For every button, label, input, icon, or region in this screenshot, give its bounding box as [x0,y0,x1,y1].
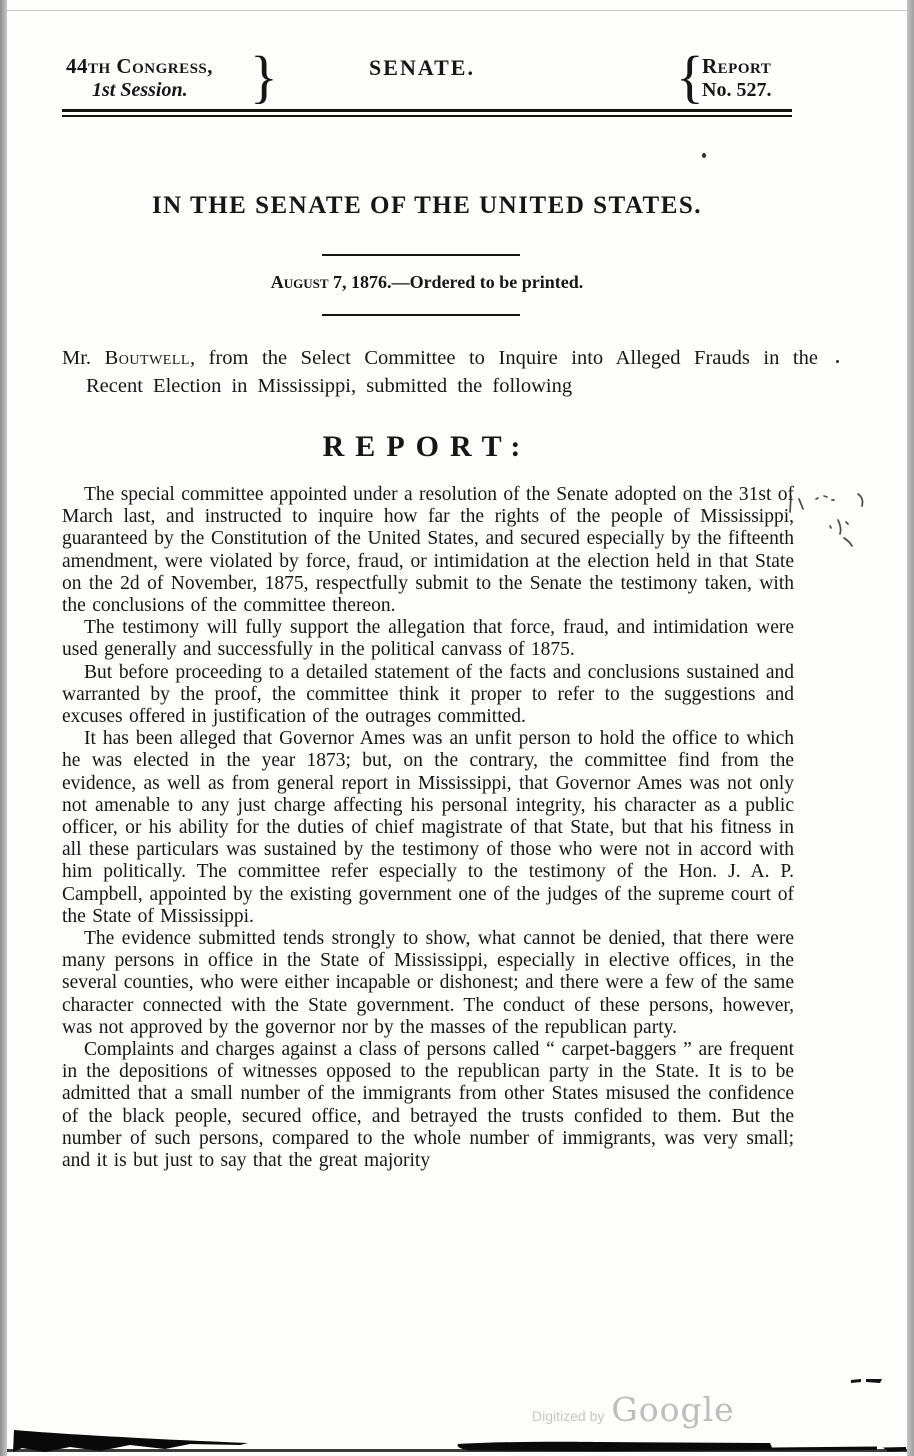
body-paragraph: The evidence submitted tends strongly to show, what cannot be denied, that there were many persons in office in the State of Mississippi, especially in elective offices, in the several counties, who were either incapable or dishonest; and there were a few of the same character connected with the State government. The conduct of these persons, however, was not approved by the governor nor by the masses of the republican party. [62,928,794,1038]
submission-line [62,344,818,400]
masthead-report-number [702,54,771,102]
submission-prefix: Mr. [62,347,105,369]
ink-speck [702,153,706,158]
ink-speck [836,360,839,363]
handwritten-marginalia [786,486,886,558]
body-paragraph: It has been alleged that Governor Ames was an unfit person to hold the office to which he was elected in the year 1873; but, on the contrary, the committee find from the evidence, as well as from general report in Mississippi, that Governor Ames was not only not amenable to any just charge affecting his personal integrity, his character as a public officer, or his ability for the duties of chief magistrate of that State, but that his fitness in all these particulars was sustained by the testimony of those who were not in accord with him politically. The committee refer especially to the testimony of the Hon. J. A. P. Campbell, appointed by the existing government one of the judges of the supreme court of the State of Mississippi. [62,728,794,927]
report-body [62,484,794,1172]
ink-blot-artifacts [0,1424,914,1456]
scan-edge-left [0,0,7,1456]
separator-rule-top [322,254,520,256]
dateline-date: August 7, 1876. [270,272,392,292]
scan-edge-right [907,0,914,1456]
report-heading: REPORT: [322,430,532,463]
masthead-double-rule [62,109,792,117]
body-paragraph: Complaints and charges against a class of persons called “ carpet-baggers ” are frequent in the depositions of witnesses opposed to the republican party in the State. It is to be admitted that a small number of the immigrants from other States misused the confidence of the black people, secured office, and betrayed the trusts confided to them. But the number of such persons, compared to the whole number of immigrants, was very small; and it is but just to say that the great majority [62,1039,794,1172]
masthead-congress [66,54,213,102]
submitter-name: Boutwell [104,347,190,369]
body-paragraph: The special committee appointed under a resolution of the Senate adopted on the 31st of March last, and instructed to inquire how far the rights of the people of Mississippi, guaranteed by the Constitution of the United States, and secured especially by the fifteenth amendment, were violated by force, fraud, or intimidation at the election held in that State on the 2d of November, 1875, respectfully submit to the Senate the testimony taken, with the conclusions of the committee thereon. [62,484,794,617]
separator-rule-bottom [322,314,520,316]
report-number: No. 527. [702,79,772,101]
dateline [62,272,792,293]
scan-edge-top [7,10,907,11]
ink-dashes [850,1376,890,1386]
congress-line: 44th Congress, [66,54,214,78]
digitized-by-label: Digitized by [532,1408,605,1424]
left-brace-glyph: } [250,44,278,109]
masthead-chamber: SENATE. [369,55,475,80]
right-brace-glyph: { [676,44,704,109]
report-label: Report [702,54,772,78]
submission-rest: , from the Select Committee to Inquire into Alleged Frauds in the Recent Election in Mississippi, submitted the following [86,347,818,397]
google-logo: Google [611,1390,735,1429]
document-title: IN THE SENATE OF THE UNITED STATES. [151,192,703,219]
session-line: 1st Session. [92,79,188,101]
body-paragraph: But before proceeding to a detailed statement of the facts and conclusions sustained and warranted by the proof, the committee think it proper to refer to the suggestions and excuses offered in justification of the outrages committed. [62,661,794,728]
body-paragraph: The testimony will fully support the allegation that force, fraud, and intimidation were used generally and successfully in the political canvass of 1875. [62,617,794,661]
dateline-order: —Ordered to be printed. [391,272,584,292]
